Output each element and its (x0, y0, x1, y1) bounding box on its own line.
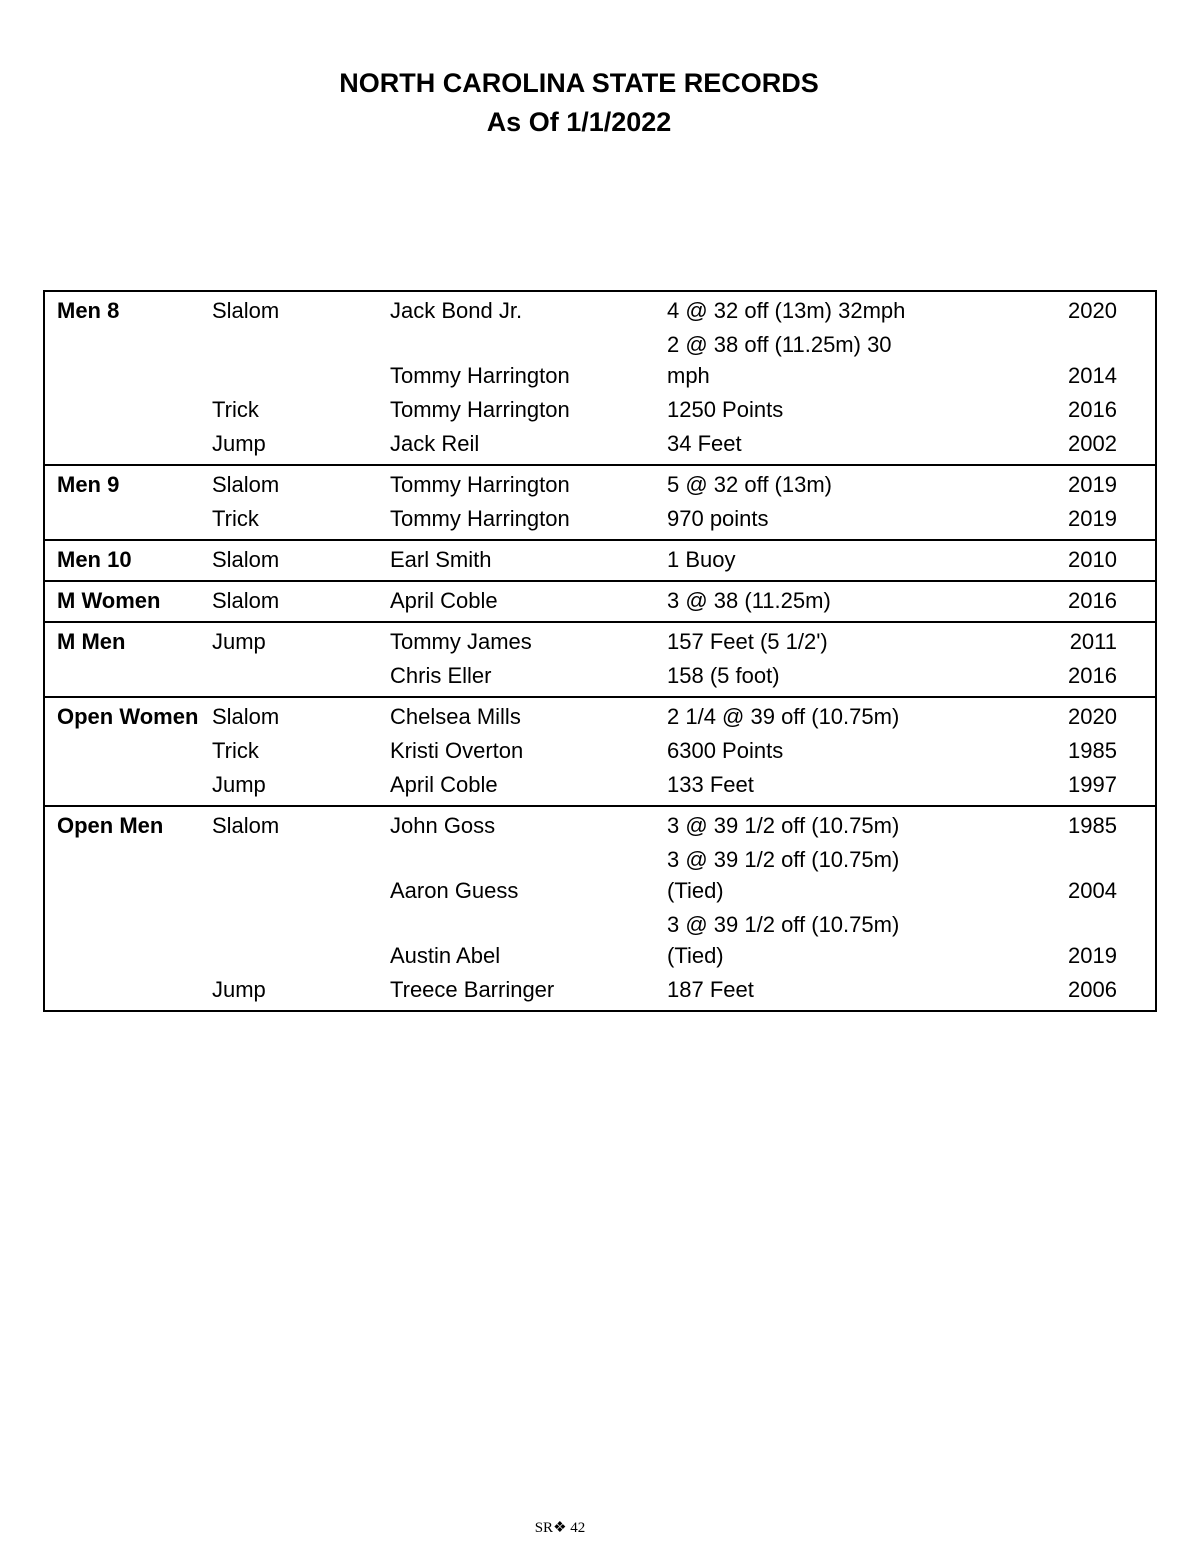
record-cell: 3 @ 39 1/2 off (10.75m) (Tied) (667, 847, 900, 903)
year-cell: 2016 (1068, 588, 1117, 613)
table-row (45, 844, 1155, 909)
record-cell: 157 Feet (5 1/2') (667, 629, 828, 654)
record-cell: 3 @ 39 1/2 off (10.75m) (667, 813, 900, 838)
event-cell: Slalom (212, 813, 280, 838)
name-cell: Tommy Harrington (390, 363, 570, 388)
record-group (45, 539, 1155, 580)
page-subtitle: As Of 1/1/2022 (486, 107, 672, 137)
record-group (45, 464, 1155, 539)
event-cell: Trick (212, 397, 259, 422)
year-cell: 2011 (1069, 629, 1117, 654)
year-cell: 2006 (1068, 977, 1117, 1002)
table-row (45, 701, 1155, 735)
year-cell: 2019 (1068, 506, 1117, 531)
table-row (45, 769, 1155, 803)
table-row (45, 909, 1155, 974)
name-cell: April Coble (390, 588, 498, 613)
record-group (45, 292, 1155, 464)
name-cell: Kristi Overton (390, 738, 524, 763)
name-cell: Jack Reil (390, 431, 480, 456)
year-cell: 2010 (1068, 547, 1117, 572)
category-cell: Men 10 (57, 547, 132, 572)
year-cell: 2004 (1068, 878, 1117, 903)
category-cell: M Women (57, 588, 161, 613)
category-cell: Men 8 (57, 298, 120, 323)
name-cell: Earl Smith (390, 547, 492, 572)
category-cell: Open Women (57, 704, 199, 729)
event-cell: Jump (212, 431, 266, 456)
table-row (45, 428, 1155, 462)
record-group (45, 621, 1155, 696)
year-cell: 1985 (1068, 813, 1117, 838)
name-cell: Treece Barringer (390, 977, 555, 1002)
page-title: NORTH CAROLINA STATE RECORDS (339, 68, 819, 98)
page-header (0, 64, 1158, 142)
event-cell: Slalom (212, 588, 280, 613)
record-cell: 158 (5 foot) (667, 663, 780, 688)
table-row (45, 469, 1155, 503)
year-cell: 2002 (1068, 431, 1117, 456)
record-group (45, 580, 1155, 621)
year-cell: 2020 (1068, 298, 1117, 323)
table-row (45, 503, 1155, 537)
event-cell: Slalom (212, 547, 280, 572)
table-row (45, 295, 1155, 329)
name-cell: Tommy James (390, 629, 532, 654)
event-cell: Slalom (212, 704, 280, 729)
event-cell: Jump (212, 772, 266, 797)
record-cell: 5 @ 32 off (13m) (667, 472, 832, 497)
event-cell: Slalom (212, 472, 280, 497)
category-cell: M Men (57, 629, 126, 654)
table-row (45, 810, 1155, 844)
record-cell: 3 @ 38 (11.25m) (667, 588, 831, 613)
record-cell: 970 points (667, 506, 769, 531)
table-row (45, 394, 1155, 428)
record-cell: 6300 Points (667, 738, 784, 763)
year-cell: 2019 (1068, 943, 1117, 968)
record-group (45, 696, 1155, 805)
year-cell: 2020 (1068, 704, 1117, 729)
category-cell: Men 9 (57, 472, 120, 497)
page-footer: SR❖ 42 (534, 1520, 586, 1536)
table-row (45, 544, 1155, 578)
record-cell: 133 Feet (667, 772, 754, 797)
name-cell: Jack Bond Jr. (390, 298, 523, 323)
name-cell: Chris Eller (390, 663, 492, 688)
name-cell: Chelsea Mills (390, 704, 521, 729)
year-cell: 2019 (1068, 472, 1117, 497)
event-cell: Jump (212, 629, 266, 654)
event-cell: Trick (212, 738, 259, 763)
record-cell: 1 Buoy (667, 547, 736, 572)
year-cell: 2014 (1068, 363, 1117, 388)
year-cell: 2016 (1068, 397, 1117, 422)
record-cell: 4 @ 32 off (13m) 32mph (667, 298, 906, 323)
record-cell: 2 1/4 @ 39 off (10.75m) (667, 704, 900, 729)
records-table (43, 290, 1157, 1012)
year-cell: 1997 (1068, 772, 1117, 797)
category-cell: Open Men (57, 813, 164, 838)
name-cell: April Coble (390, 772, 498, 797)
table-row (45, 626, 1155, 660)
table-row (45, 660, 1155, 694)
record-cell: 34 Feet (667, 431, 742, 456)
event-cell: Trick (212, 506, 259, 531)
name-cell: Tommy Harrington (390, 506, 570, 531)
record-cell: 2 @ 38 off (11.25m) 30 mph (667, 332, 892, 388)
name-cell: Austin Abel (390, 943, 501, 968)
record-cell: 3 @ 39 1/2 off (10.75m) (Tied) (667, 912, 900, 968)
table-row (45, 329, 1155, 394)
record-cell: 1250 Points (667, 397, 784, 422)
year-cell: 1985 (1068, 738, 1117, 763)
event-cell: Slalom (212, 298, 280, 323)
record-cell: 187 Feet (667, 977, 754, 1002)
table-row (45, 974, 1155, 1008)
table-row (45, 735, 1155, 769)
name-cell: Tommy Harrington (390, 472, 570, 497)
record-group (45, 805, 1155, 1010)
name-cell: John Goss (390, 813, 496, 838)
event-cell: Jump (212, 977, 266, 1002)
name-cell: Aaron Guess (390, 878, 519, 903)
table-row (45, 585, 1155, 619)
year-cell: 2016 (1068, 663, 1117, 688)
name-cell: Tommy Harrington (390, 397, 570, 422)
